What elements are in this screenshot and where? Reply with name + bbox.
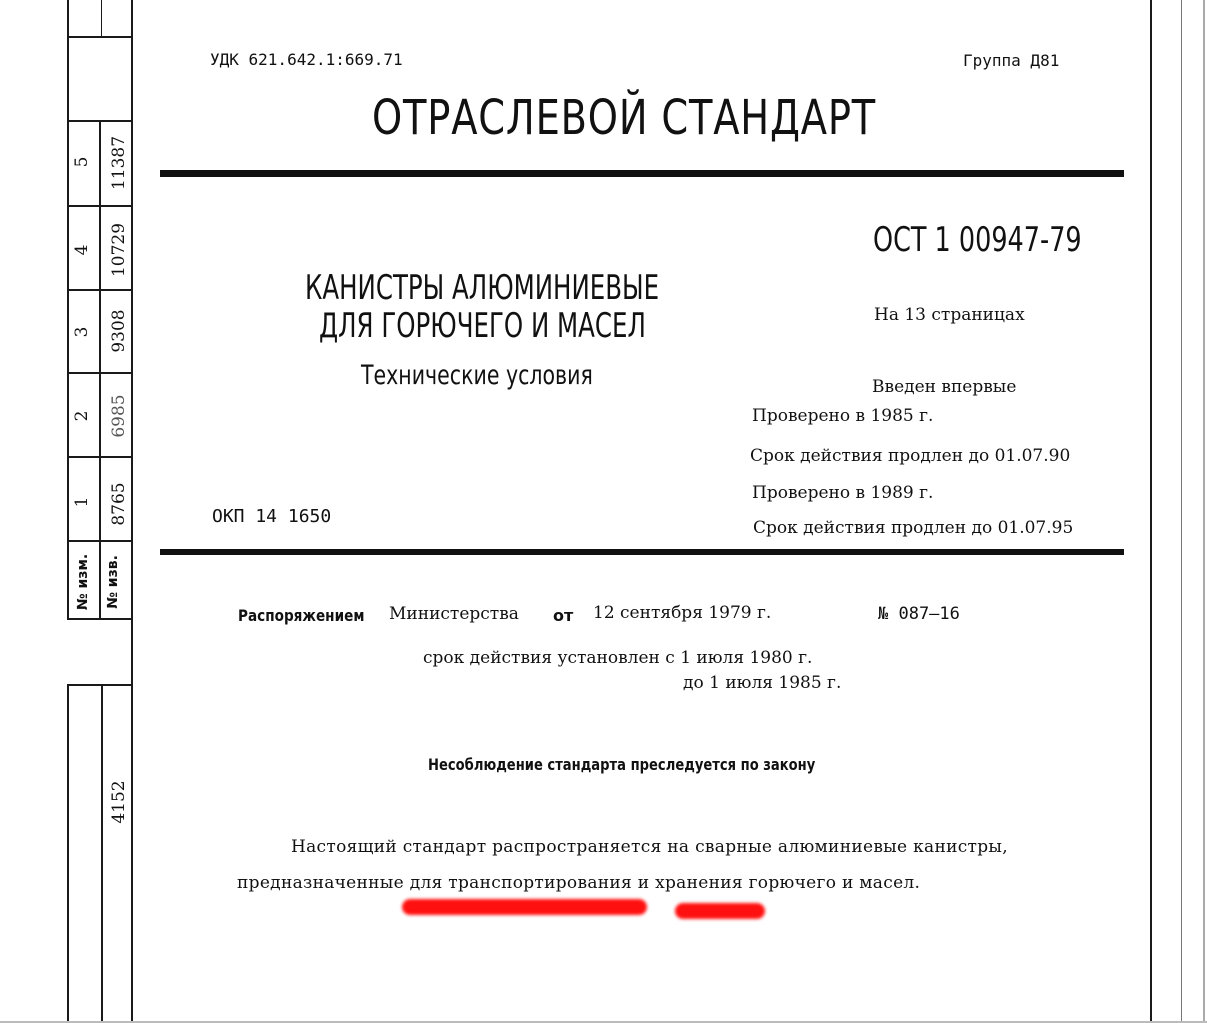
order-from: от bbox=[553, 606, 574, 625]
validity-from: срок действия установлен с 1 июля 1980 г. bbox=[423, 648, 813, 668]
change-number: 2 bbox=[72, 410, 92, 422]
extended-1990: Срок действия продлен до 01.07.90 bbox=[750, 446, 1071, 466]
standard-subtitle: Технические условия bbox=[361, 360, 593, 391]
extended-1995: Срок действия продлен до 01.07.95 bbox=[753, 518, 1074, 538]
notice-number: 6985 bbox=[109, 394, 129, 438]
order-label: Распоряжением bbox=[238, 606, 365, 625]
udk-code: УДК 621.642.1:669.71 bbox=[210, 50, 403, 69]
standard-title-line1: КАНИСТРЫ АЛЮМИНИЕВЫЕ bbox=[305, 268, 660, 308]
change-number: 5 bbox=[72, 156, 92, 168]
change-number: 3 bbox=[72, 326, 92, 338]
notice-number: 10729 bbox=[109, 222, 129, 278]
order-date: 12 сентября 1979 г. bbox=[593, 603, 772, 623]
standard-title-line2: ДЛЯ ГОРЮЧЕГО И МАСЕЛ bbox=[319, 306, 646, 346]
law-notice: Несоблюдение стандарта преследуется по закону bbox=[428, 755, 816, 774]
body-line-1: Настоящий стандарт распространяется на сварные алюминиевые канистры, bbox=[291, 837, 1008, 857]
validity-to: до 1 июля 1985 г. bbox=[683, 673, 842, 693]
group-code: Группа Д81 bbox=[963, 51, 1060, 70]
page-edge bbox=[1181, 0, 1182, 1023]
page-title: ОТРАСЛЕВОЙ СТАНДАРТ bbox=[372, 90, 877, 146]
column-header-notice: № изв. bbox=[105, 555, 121, 609]
body-line-2: предназначенные для транспортирования и хранения горючего и масел. bbox=[237, 873, 921, 893]
ministry-label: Министерства bbox=[389, 604, 519, 624]
okp-code: ОКП 14 1650 bbox=[212, 506, 332, 527]
order-number: № 087–16 bbox=[878, 604, 960, 624]
page-edge bbox=[1203, 0, 1205, 1023]
introduced-note: Введен впервые bbox=[872, 377, 1017, 397]
column-header-change: № изм. bbox=[75, 553, 91, 611]
inventory-number: 4152 bbox=[109, 780, 129, 824]
page-count: На 13 страницах bbox=[874, 305, 1025, 325]
page-edge bbox=[1150, 0, 1152, 1023]
notice-number: 8765 bbox=[109, 482, 129, 526]
notice-number: 9308 bbox=[109, 309, 129, 353]
standard-number: ОСТ 1 00947-79 bbox=[873, 220, 1082, 260]
checked-1985: Проверено в 1985 г. bbox=[752, 406, 934, 426]
section-rule bbox=[160, 549, 1124, 555]
checked-1989: Проверено в 1989 г. bbox=[752, 483, 934, 503]
highlight-mark bbox=[675, 903, 765, 919]
highlight-mark bbox=[402, 899, 647, 915]
header-rule bbox=[160, 170, 1124, 177]
change-number: 1 bbox=[72, 496, 92, 508]
change-number: 4 bbox=[72, 244, 92, 256]
notice-number: 11387 bbox=[109, 135, 129, 191]
